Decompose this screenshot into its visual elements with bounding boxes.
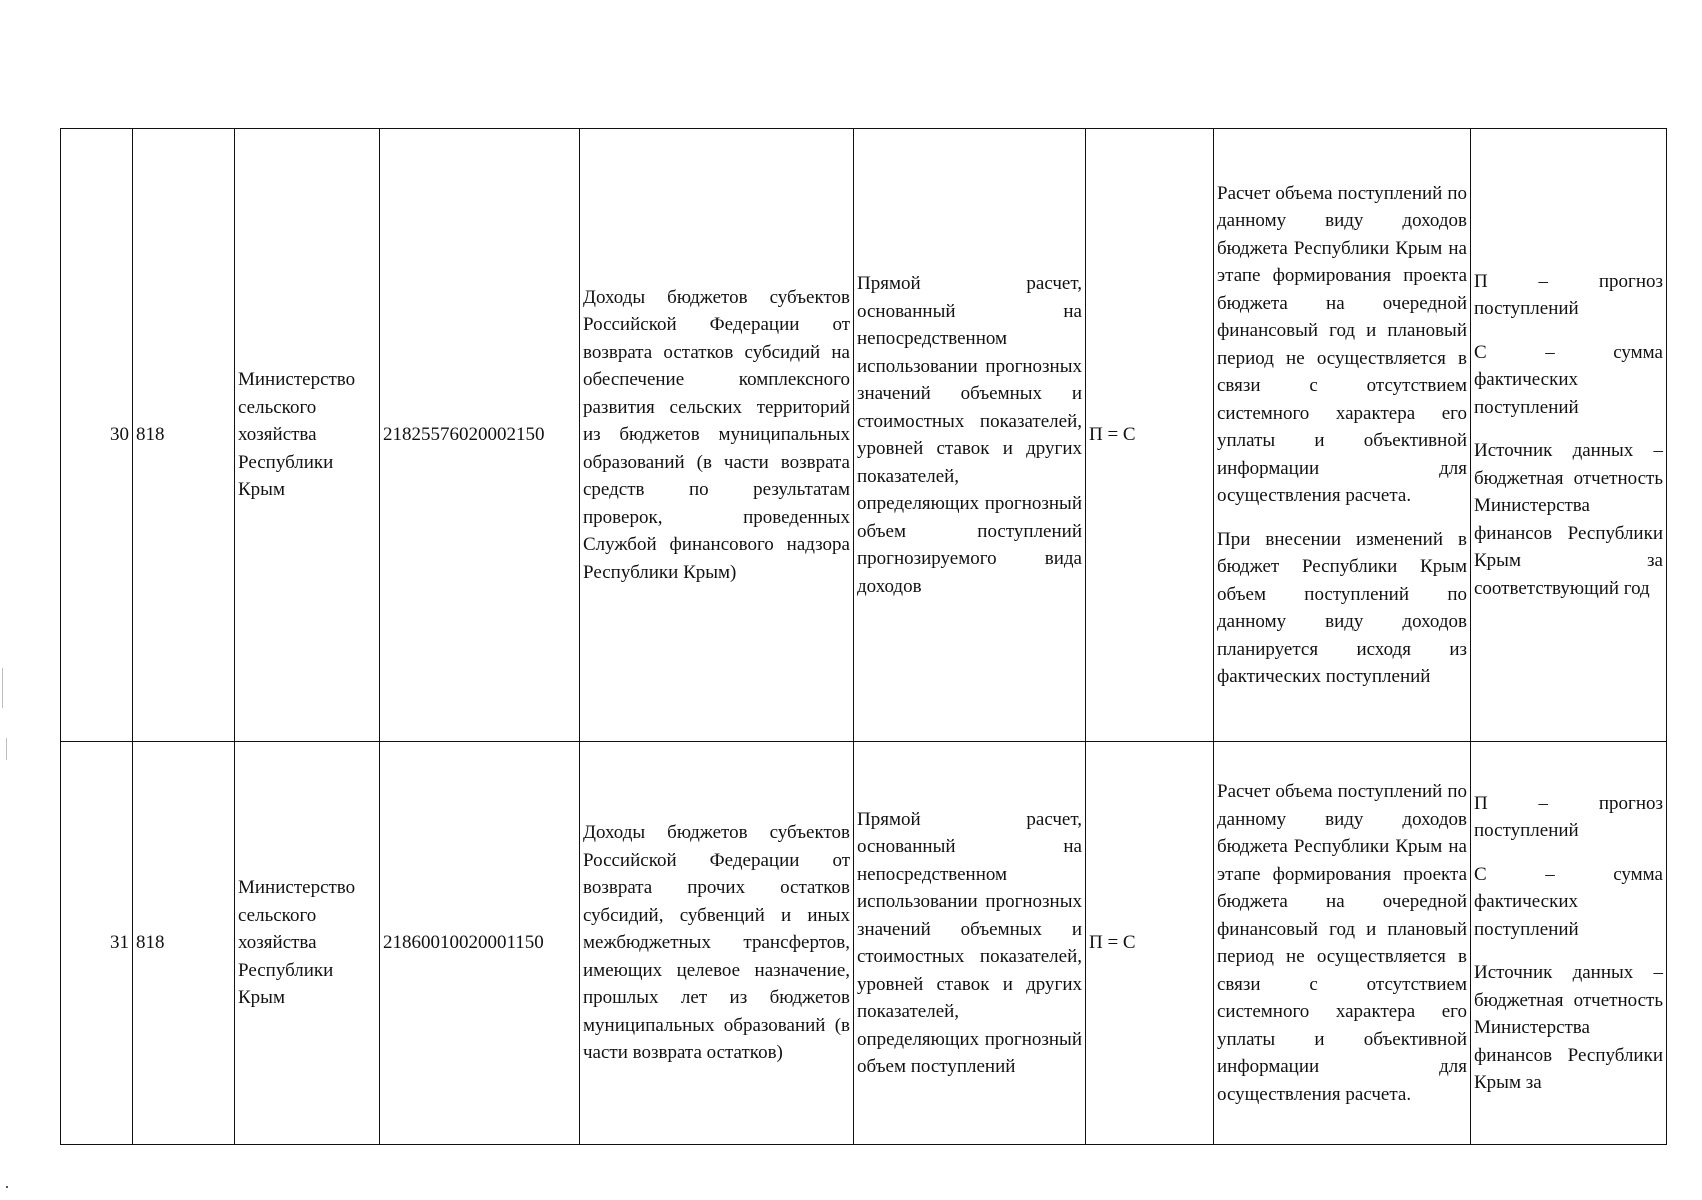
formula: П = С [1089,932,1136,954]
row-number-cell [61,129,133,742]
kbk-code-cell [380,742,580,1145]
kbk-code-cell [380,129,580,742]
formula: П = С [1089,424,1136,446]
administrator-name: Министерство сельского хозяйства Республики Крым [238,369,356,501]
row-number-cell [61,742,133,1145]
revenue-name: Доходы бюджетов субъектов Российской Федерации от возврата остатков субсидий на обеспечение комплексного развития сельских территорий из бюджетов муниципальных образований (в части возврата средств по результатам проверок, проведенных Службой финансового надзора Республики Крым) [583,286,850,583]
revenue-name: Доходы бюджетов субъектов Российской Федерации от возврата прочих остатков субсидий, субвенций и иных межбюджетных трансфертов, имеющих целевое назначение, прошлых лет из бюджетов муниципальных образований (в части возврата остатков) [583,822,850,1064]
kbk-code: 21825576020002150 [383,424,545,446]
notes-paragraph: С – сумма фактических поступлений [1474,863,1663,940]
revenue-name-cell [580,742,854,1145]
administrator-name: Министерство сельского хозяйства Республики Крым [238,877,356,1009]
notes-cell [1471,742,1667,1145]
notes-paragraph: С – сумма фактических поступлений [1474,341,1663,418]
notes-paragraph: П – прогноз поступлений [1474,270,1663,320]
notes-paragraph: П – прогноз поступлений [1474,792,1663,841]
notes-paragraph: Источник данных – бюджетная отчетность Министерства финансов Республики Крым за соответствующий год [1474,440,1663,599]
admin-code-cell [133,742,235,1145]
calculation-paragraph: Расчет объема поступлений по данному виду доходов бюджета Республики Крым на этапе формирования проекта бюджета на очередной финансовый год и плановый период не осуществляется в связи с отсутствием системного характера его уплаты и объективной информации для осуществления расчета. [1217,182,1467,506]
calculation-cell [1214,129,1471,742]
calculation-paragraph: При внесении изменений в бюджет Республики Крым объем поступлений по данному виду доходов планируется исходя из фактических поступлений [1217,528,1467,687]
kbk-code: 21860010020001150 [383,932,544,954]
notes-paragraph: Источник данных – бюджетная отчетность Министерства финансов Республики Крым за [1474,962,1663,1093]
table-row [61,129,1667,742]
admin-code: 818 [136,424,165,446]
administrator-cell [235,742,380,1145]
notes-cell [1471,129,1667,742]
administrator-cell [235,129,380,742]
revenue-name-cell [580,129,854,742]
scan-dot [6,1186,8,1188]
calculation-cell [1214,742,1471,1145]
table-row [61,742,1667,1145]
row-number: 30 [110,424,129,446]
admin-code-cell [133,129,235,742]
method-cell [854,129,1086,742]
formula-cell [1086,129,1214,742]
admin-code: 818 [136,932,165,954]
forecast-method: Прямой расчет, основанный на непосредственном использовании прогнозных значений объемных и стоимостных показателей, уровней ставок и других показателей, определяющих прогнозный объем поступлений прогнозируемого вида доходов [857,273,1082,597]
scan-edge-mark [2,668,3,708]
revenue-forecast-table [60,128,1667,1145]
formula-cell [1086,742,1214,1145]
forecast-method: Прямой расчет, основанный на непосредственном использовании прогнозных значений объемных и стоимостных показателей, уровней ставок и других показателей, определяющих прогнозный объем поступлений [857,808,1082,1077]
calculation-paragraph: Расчет объема поступлений по данному виду доходов бюджета Республики Крым на этапе формирования проекта бюджета на очередной финансовый год и плановый период не осуществляется в связи с отсутствием системного характера его уплаты и объективной информации для осуществления расчета. [1217,781,1467,1105]
scan-edge-mark [6,738,7,760]
method-cell [854,742,1086,1145]
row-number: 31 [110,932,129,954]
